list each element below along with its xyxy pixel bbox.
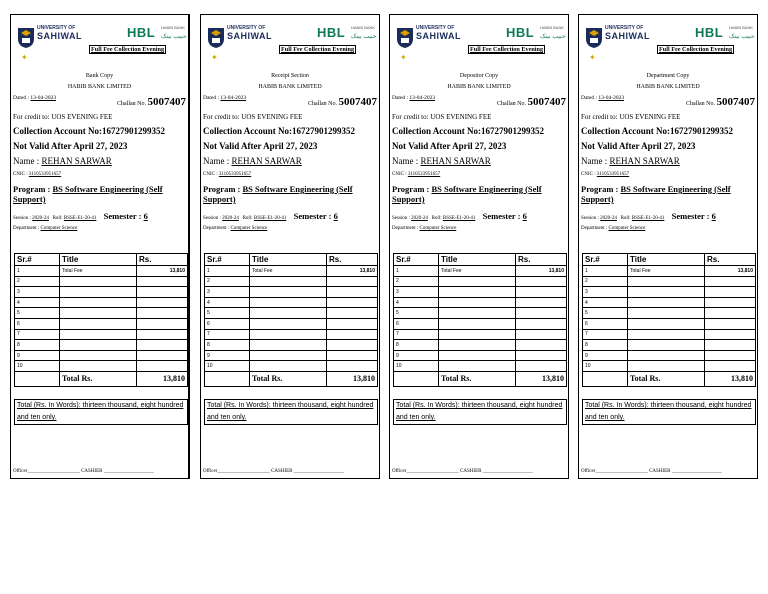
cell-sr: 7	[205, 329, 250, 340]
cell-title	[250, 297, 327, 308]
cell-rs	[137, 276, 188, 287]
table-row	[394, 297, 567, 308]
cell-rs	[137, 361, 188, 372]
cell-title	[439, 350, 516, 361]
table-row	[394, 350, 567, 361]
cell-rs	[137, 287, 188, 298]
table-row	[205, 297, 378, 308]
total-value: 13,810	[516, 371, 567, 386]
cell-rs	[516, 318, 567, 329]
table-row	[394, 287, 567, 298]
total-label: Total Rs.	[628, 371, 705, 386]
table-row	[15, 329, 188, 340]
table-row	[394, 308, 567, 319]
university-shield-icon	[17, 27, 35, 49]
header-title: Title	[60, 254, 137, 266]
table-row	[394, 318, 567, 329]
form-title: Full Fee Collection Evening	[91, 46, 165, 53]
cell-rs	[516, 361, 567, 372]
cell-sr: 9	[394, 350, 439, 361]
cell-sr: 6	[15, 318, 60, 329]
cell-title	[60, 318, 137, 329]
cell-title	[628, 287, 705, 298]
challan-number: Challan No. 5007407	[686, 96, 755, 108]
dated-field: Dated : 13-04-2023	[581, 95, 625, 101]
cell-title	[250, 287, 327, 298]
university-name: UNIVERSITY OF SAHIWAL	[227, 25, 272, 41]
challan-number: Challan No. 5007407	[497, 96, 566, 108]
cell-sr: 3	[205, 287, 250, 298]
table-row	[583, 340, 756, 351]
cell-title	[439, 287, 516, 298]
department-field: Department : Computer Science	[203, 226, 268, 231]
hbl-logo-urdu: حبیب بینک	[540, 34, 566, 40]
cell-sr: 9	[15, 350, 60, 361]
credit-to: For credit to: UOS EVENING FEE	[581, 113, 681, 121]
cell-sr: 1	[15, 266, 60, 277]
table-row	[205, 318, 378, 329]
cell-rs	[327, 340, 378, 351]
header-rs: Rs.	[516, 254, 567, 266]
cell-rs: 13,810	[137, 266, 188, 277]
cell-rs	[327, 318, 378, 329]
cell-sr: 2	[583, 276, 628, 287]
cell-sr: 7	[583, 329, 628, 340]
cell-sr: 4	[394, 297, 439, 308]
cell-sr: 10	[15, 361, 60, 372]
university-name: UNIVERSITY OF SAHIWAL	[605, 25, 650, 41]
table-row	[583, 350, 756, 361]
signature-line: Officer_____________________ CASHIER ____________________	[13, 469, 154, 474]
university-shield-icon	[207, 27, 225, 49]
cell-rs	[516, 329, 567, 340]
cell-title	[60, 329, 137, 340]
signature-line: Officer_____________________ CASHIER ____________________	[581, 469, 722, 474]
validity-note: Not Valid After April 27, 2023	[581, 141, 696, 151]
table-row	[205, 266, 378, 277]
cell-title	[628, 276, 705, 287]
table-row	[583, 297, 756, 308]
hbl-logo-text: HABIB BANK	[729, 25, 754, 30]
cell-sr: 6	[583, 318, 628, 329]
hbl-logo-urdu: حبیب بینک	[729, 34, 755, 40]
fee-table-header	[394, 254, 567, 266]
fee-table-header	[15, 254, 188, 266]
table-row	[583, 329, 756, 340]
cell-title	[60, 287, 137, 298]
cell-rs	[327, 287, 378, 298]
university-shield-icon	[585, 27, 603, 49]
cell-rs	[137, 350, 188, 361]
cell-sr: 3	[15, 287, 60, 298]
cell-title	[250, 350, 327, 361]
cell-sr: 3	[583, 287, 628, 298]
cell-title	[628, 297, 705, 308]
university-shield-icon	[396, 27, 414, 49]
cell-title	[439, 276, 516, 287]
cell-sr: 8	[15, 340, 60, 351]
cell-title	[439, 361, 516, 372]
crest-star-icon: ✦	[21, 53, 28, 62]
form-title: Full Fee Collection Evening	[659, 46, 733, 53]
table-row	[394, 361, 567, 372]
cell-rs	[516, 276, 567, 287]
hbl-logo-urdu: حبیب بینک	[161, 34, 187, 40]
fee-table	[204, 253, 378, 387]
cell-sr: 4	[15, 297, 60, 308]
table-row	[15, 276, 188, 287]
header-sr: Sr.#	[583, 254, 628, 266]
table-row	[205, 350, 378, 361]
hbl-logo: HBL	[695, 25, 724, 40]
table-row	[583, 318, 756, 329]
cell-sr: 3	[394, 287, 439, 298]
bank-name: HABIB BANK LIMITED	[636, 84, 700, 90]
total-label: Total Rs.	[250, 371, 327, 386]
cell-title	[439, 329, 516, 340]
table-row	[583, 276, 756, 287]
table-row	[583, 361, 756, 372]
cell-sr: 1	[583, 266, 628, 277]
session-roll-semester: Session : 2020-24 Roll: BSSE-E1-20-41 Semester : 6	[203, 211, 338, 221]
cell-sr: 8	[205, 340, 250, 351]
program-field: Program : BS Software Engineering (Self Support)	[392, 184, 542, 204]
amount-in-words: Total (Rs. In Words): thirteen thousand, eight hundred and ten only.	[204, 399, 378, 425]
session-roll-semester: Session : 2020-24 Roll: BSSE-E1-20-41 Semester : 6	[581, 211, 716, 221]
form-title: Full Fee Collection Evening	[281, 46, 355, 53]
cell-rs	[516, 297, 567, 308]
fee-table	[14, 253, 188, 387]
fee-table-header	[205, 254, 378, 266]
amount-in-words: Total (Rs. In Words): thirteen thousand, eight hundred and ten only.	[393, 399, 567, 425]
table-row	[15, 308, 188, 319]
hbl-logo-text: HABIB BANK	[161, 25, 186, 30]
cell-sr: 8	[394, 340, 439, 351]
cell-title	[439, 318, 516, 329]
cell-title	[439, 308, 516, 319]
cell-title	[60, 297, 137, 308]
table-row	[205, 308, 378, 319]
total-value: 13,810	[705, 371, 756, 386]
table-row	[583, 266, 756, 277]
table-row	[394, 266, 567, 277]
table-row	[15, 266, 188, 277]
header-title: Title	[628, 254, 705, 266]
cell-sr: 5	[583, 308, 628, 319]
cell-title	[60, 340, 137, 351]
table-row	[205, 329, 378, 340]
challan-number: Challan No. 5007407	[117, 96, 186, 108]
cell-rs	[516, 287, 567, 298]
session-roll-semester: Session : 2020-24 Roll: BSSE-E1-20-41 Semester : 6	[13, 211, 148, 221]
collection-account: Collection Account No:16727901299352	[581, 126, 733, 136]
table-row	[394, 276, 567, 287]
cell-sr: 9	[583, 350, 628, 361]
cell-sr: 8	[583, 340, 628, 351]
credit-to: For credit to: UOS EVENING FEE	[203, 113, 303, 121]
copy-label: Receipt Section	[271, 73, 309, 79]
cell-rs	[705, 318, 756, 329]
dated-field: Dated : 13-04-2023	[203, 95, 247, 101]
cell-rs	[327, 297, 378, 308]
header-rs: Rs.	[705, 254, 756, 266]
student-name: Name : REHAN SARWAR	[13, 156, 112, 166]
table-row	[15, 287, 188, 298]
cnic-field: CNIC : 3110533951657	[581, 172, 630, 177]
department-field: Department : Computer Science	[13, 226, 78, 231]
cell-title	[628, 350, 705, 361]
cell-sr: 1	[394, 266, 439, 277]
cell-rs	[516, 350, 567, 361]
table-row	[15, 297, 188, 308]
university-name: UNIVERSITY OF SAHIWAL	[416, 25, 461, 41]
crest-star-icon: ✦	[211, 53, 218, 62]
cell-title: Total Fee	[628, 266, 705, 277]
cell-sr: 6	[394, 318, 439, 329]
cell-title	[439, 297, 516, 308]
cell-sr: 10	[394, 361, 439, 372]
challan-slip	[389, 14, 569, 479]
cell-rs	[516, 308, 567, 319]
fee-table	[582, 253, 756, 387]
cell-title	[628, 340, 705, 351]
cell-rs: 13,810	[516, 266, 567, 277]
cnic-field: CNIC : 3110533951657	[13, 172, 62, 177]
collection-account: Collection Account No:16727901299352	[203, 126, 355, 136]
program-field: Program : BS Software Engineering (Self Support)	[581, 184, 731, 204]
total-spacer	[15, 371, 60, 386]
cell-rs	[327, 276, 378, 287]
copy-label: Bank Copy	[85, 73, 114, 79]
crest-star-icon: ✦	[400, 53, 407, 62]
cell-rs	[705, 276, 756, 287]
program-field: Program : BS Software Engineering (Self Support)	[13, 184, 163, 204]
amount-in-words: Total (Rs. In Words): thirteen thousand, eight hundred and ten only.	[14, 399, 188, 425]
cell-sr: 10	[205, 361, 250, 372]
cell-sr: 2	[205, 276, 250, 287]
cell-sr: 4	[583, 297, 628, 308]
hbl-logo-text: HABIB BANK	[540, 25, 565, 30]
cell-sr: 6	[205, 318, 250, 329]
signature-line: Officer_____________________ CASHIER ____________________	[203, 469, 344, 474]
cell-title: Total Fee	[60, 266, 137, 277]
cell-rs	[705, 287, 756, 298]
header-sr: Sr.#	[15, 254, 60, 266]
collection-account: Collection Account No:16727901299352	[392, 126, 544, 136]
cell-title	[250, 276, 327, 287]
header-sr: Sr.#	[394, 254, 439, 266]
collection-account: Collection Account No:16727901299352	[13, 126, 165, 136]
fee-table	[393, 253, 567, 387]
fee-table-header	[583, 254, 756, 266]
cell-rs	[327, 308, 378, 319]
session-roll-semester: Session : 2020-24 Roll: BSSE-E1-20-41 Semester : 6	[392, 211, 527, 221]
table-row	[205, 361, 378, 372]
cell-rs	[137, 340, 188, 351]
total-row	[205, 371, 378, 386]
cell-sr: 5	[15, 308, 60, 319]
hbl-logo-urdu: حبیب بینک	[351, 34, 377, 40]
credit-to: For credit to: UOS EVENING FEE	[392, 113, 492, 121]
copy-label: Department Copy	[646, 73, 690, 79]
table-row	[583, 287, 756, 298]
cell-sr: 5	[205, 308, 250, 319]
total-spacer	[583, 371, 628, 386]
dated-field: Dated : 13-04-2023	[13, 95, 57, 101]
table-row	[15, 350, 188, 361]
table-row	[15, 318, 188, 329]
cell-title	[628, 308, 705, 319]
cell-rs: 13,810	[327, 266, 378, 277]
cell-rs	[705, 361, 756, 372]
total-spacer	[394, 371, 439, 386]
cell-title	[250, 329, 327, 340]
cell-rs	[705, 308, 756, 319]
cnic-field: CNIC : 3110533951657	[203, 172, 252, 177]
cell-title	[250, 361, 327, 372]
form-title: Full Fee Collection Evening	[470, 46, 544, 53]
bank-name: HABIB BANK LIMITED	[67, 84, 132, 90]
cell-sr: 2	[15, 276, 60, 287]
total-label: Total Rs.	[439, 371, 516, 386]
cell-rs	[705, 329, 756, 340]
dated-field: Dated : 13-04-2023	[392, 95, 436, 101]
cell-rs	[327, 350, 378, 361]
amount-in-words: Total (Rs. In Words): thirteen thousand, eight hundred and ten only.	[582, 399, 756, 425]
cell-title	[250, 340, 327, 351]
challan-number: Challan No. 5007407	[308, 96, 377, 108]
cell-rs	[137, 318, 188, 329]
hbl-logo: HBL	[127, 25, 156, 40]
cell-rs: 13,810	[705, 266, 756, 277]
cell-rs	[705, 340, 756, 351]
cell-sr: 5	[394, 308, 439, 319]
cell-sr: 7	[394, 329, 439, 340]
header-sr: Sr.#	[205, 254, 250, 266]
hbl-logo-text: HABIB BANK	[351, 25, 376, 30]
header-title: Title	[439, 254, 516, 266]
cell-sr: 1	[205, 266, 250, 277]
copy-label: Depositor Copy	[459, 73, 499, 79]
student-name: Name : REHAN SARWAR	[203, 156, 302, 166]
table-row	[394, 329, 567, 340]
header-rs: Rs.	[327, 254, 378, 266]
total-row	[394, 371, 567, 386]
cell-sr: 2	[394, 276, 439, 287]
cell-title	[60, 276, 137, 287]
cell-title	[628, 329, 705, 340]
table-row	[583, 308, 756, 319]
table-row	[205, 276, 378, 287]
table-row	[15, 340, 188, 351]
cell-sr: 9	[205, 350, 250, 361]
header-rs: Rs.	[137, 254, 188, 266]
cell-title	[628, 318, 705, 329]
table-row	[394, 340, 567, 351]
cell-sr: 4	[205, 297, 250, 308]
cell-rs	[705, 350, 756, 361]
cell-rs	[327, 361, 378, 372]
total-value: 13,810	[137, 371, 188, 386]
bank-name: HABIB BANK LIMITED	[447, 84, 511, 90]
validity-note: Not Valid After April 27, 2023	[13, 141, 128, 151]
department-field: Department : Computer Science	[392, 226, 457, 231]
university-name: UNIVERSITY OF SAHIWAL	[37, 25, 82, 41]
cell-title	[439, 340, 516, 351]
bank-name: HABIB BANK LIMITED	[258, 84, 322, 90]
cnic-field: CNIC : 3110533951657	[392, 172, 441, 177]
table-row	[15, 361, 188, 372]
cell-title	[60, 308, 137, 319]
table-row	[205, 287, 378, 298]
total-value: 13,810	[327, 371, 378, 386]
cell-sr: 7	[15, 329, 60, 340]
cell-title	[628, 361, 705, 372]
department-field: Department : Computer Science	[581, 226, 646, 231]
challan-slip	[200, 14, 380, 479]
total-row	[583, 371, 756, 386]
crest-star-icon: ✦	[589, 53, 596, 62]
cell-title: Total Fee	[439, 266, 516, 277]
total-spacer	[205, 371, 250, 386]
header-title: Title	[250, 254, 327, 266]
cell-rs	[705, 297, 756, 308]
cell-rs	[137, 297, 188, 308]
cell-title: Total Fee	[250, 266, 327, 277]
total-row	[15, 371, 188, 386]
student-name: Name : REHAN SARWAR	[392, 156, 491, 166]
cell-rs	[327, 329, 378, 340]
credit-to: For credit to: UOS EVENING FEE	[13, 113, 113, 121]
hbl-logo: HBL	[506, 25, 535, 40]
challan-slip	[10, 14, 190, 479]
signature-line: Officer_____________________ CASHIER ____________________	[392, 469, 533, 474]
cell-title	[60, 361, 137, 372]
table-row	[205, 340, 378, 351]
cell-rs	[137, 329, 188, 340]
validity-note: Not Valid After April 27, 2023	[203, 141, 318, 151]
hbl-logo: HBL	[317, 25, 346, 40]
total-label: Total Rs.	[60, 371, 137, 386]
student-name: Name : REHAN SARWAR	[581, 156, 680, 166]
cell-title	[60, 350, 137, 361]
program-field: Program : BS Software Engineering (Self Support)	[203, 184, 353, 204]
challan-slip	[578, 14, 758, 479]
cell-sr: 10	[583, 361, 628, 372]
cell-title	[250, 308, 327, 319]
cell-title	[250, 318, 327, 329]
validity-note: Not Valid After April 27, 2023	[392, 141, 507, 151]
cell-rs	[137, 308, 188, 319]
cell-rs	[516, 340, 567, 351]
